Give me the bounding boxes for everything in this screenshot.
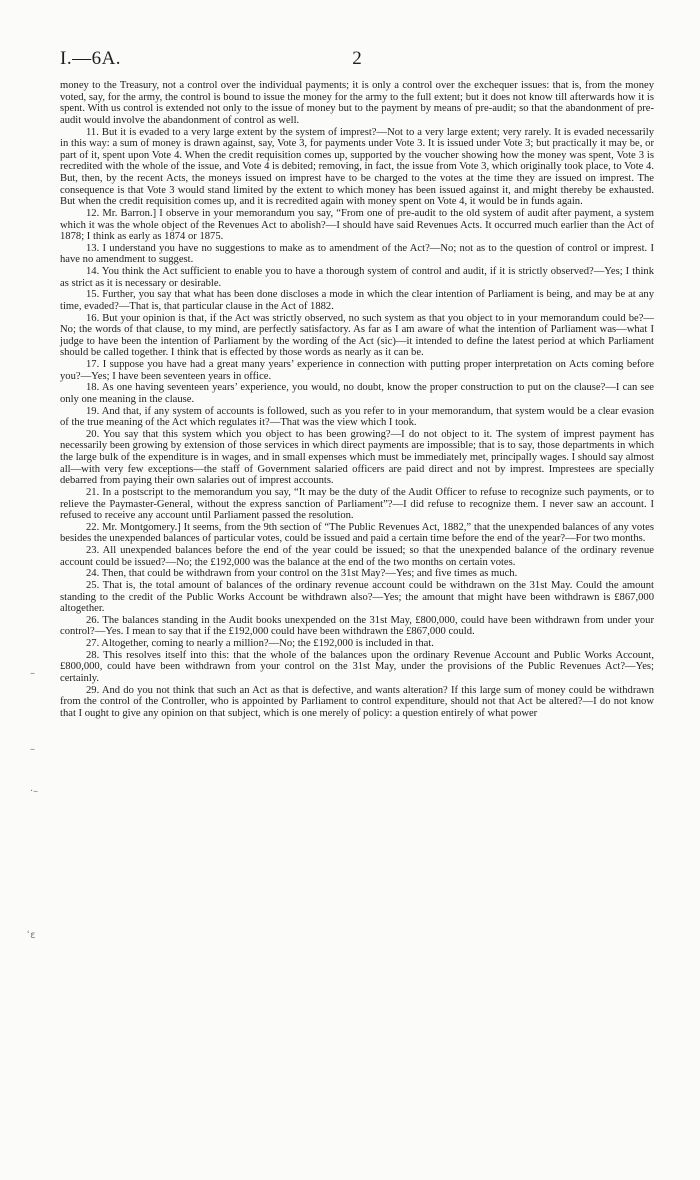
- margin-mark: –: [30, 744, 35, 755]
- margin-mark: –: [30, 668, 35, 679]
- paragraph-28: 28. This resolves itself into this: that the whole of the balances upon the ordinary Revenue Account and Public Works Account, £800,000, could have been withdrawn from your control on the 31st May, under the provisions of the Public Revenues Act?—Yes; certainly.: [60, 649, 654, 684]
- paragraph-21: 21. In a postscript to the memorandum you say, “It may be the duty of the Audit Officer to refuse to recognize such payments, or to relieve the Paymaster-General, without the express sanction of Parliament”?—I did refuse to recognize them. I never saw an account. I refused to receive any account until Parliament passed the resolution.: [60, 486, 654, 522]
- margin-mark: ·–: [30, 786, 39, 797]
- page-header: [60, 48, 654, 72]
- paragraph-12: 12. Mr. Barron.] I observe in your memorandum you say, “From one of pre-audit to the old system of audit after payment, a system which it was the whole object of the Revenues Act to abolish?—I should have said Revenues Acts. It occurred much earlier than the Act of 1878; I think as early as 1874 or 1875.: [60, 207, 654, 243]
- paragraph-14: 14. You think the Act sufficient to enable you to have a thorough system of control and audit, if it is strictly observed?—Yes; I think as strict as it is necessary or desirable.: [60, 266, 654, 289]
- margin-mark: ʿɛ: [27, 930, 36, 941]
- document-body: [60, 80, 654, 719]
- paragraph-27: 27. Altogether, coming to nearly a million?—No; the £192,000 is included in that.: [86, 638, 434, 649]
- paragraph-13: 13. I understand you have no suggestions to make as to amendment of the Act?—No; not as to the question of control or imprest. I have no amendment to suggest.: [60, 242, 654, 266]
- paragraph-29: 29. And do you not think that such an Act as that is defective, and wants alteration? If this large sum of money could be withdrawn from the control of the Controller, who is appointed by Parliament to control expenditure, should not that Act be altered?—I do not know that I ought to give any opinion on that subject, which is one merely of policy: a question entirely of what power: [60, 684, 654, 719]
- paragraph-24: 24. Then, that could be withdrawn from your control on the 31st May?—Yes; and five times as much.: [86, 568, 518, 580]
- paragraph-22: 22. Mr. Montgomery.] It seems, from the 9th section of “The Public Revenues Act, 1882,” that the unexpended balances of any votes besides the unexpended balances of particular votes, could be issued and paid a certain time before the end of the year?—For two months.: [60, 521, 654, 545]
- paragraph-18: 18. As one having seventeen years’ experience, you would, no doubt, know the proper construction to put on the clause?—I can see only one meaning in the clause.: [60, 382, 654, 405]
- page-number: 2: [352, 48, 362, 69]
- paragraph-20: 20. You say that this system which you object to has been growing?—I do not object to it. The system of imprest payment has necessarily been growing by extension of those services in which direct payments are impossible; that is to say, those departments in which the large bulk of the expenditure is in wages, and in small expenses which must be immediately met, principally wages. I should say almost all—with very few exceptions—the staff of Government salaried officers are paid direct and not by imprest. Imprestees are specially debarred from paying their own salaries out of imprest accounts.: [60, 428, 654, 487]
- paragraph-continuation: money to the Treasury, not a control over the individual payments; it is only a control over the exchequer issues: that is, from the money voted, say, for the army, the control is bound to issue the money for the army to the full extent; but it does not know till afterwards how it is spent. With us control is extended not only to the issue of money but to the payment by means of pre-audit; so that the abandonment of pre-audit would involve the abandonment of control as well.: [60, 80, 654, 126]
- paragraph-15: 15. Further, you say that what has been done discloses a mode in which the clear intention of Parliament is being, and may be at any time, evaded?—That is, that particular clause in the Act of 1882.: [60, 289, 654, 312]
- paragraph-16: 16. But your opinion is that, if the Act was strictly observed, no such system as that you object to in your memorandum could be?—No; the words of that clause, to my mind, are perfectly satisfactory. As far as I am aware of what the intention of Parliament was—what I judge to have been the intention of Parliament by the wording of the Act (sic)—it intended to define the latest period at which Parliament should be called together. I think that is effected by those words as nearly as it can be.: [60, 312, 654, 359]
- paragraph-23: 23. All unexpended balances before the end of the year could be issued; so that the unexpended balance of the ordinary revenue account could be issued?—No; the £192,000 was the balance at the end of the two months on certain votes.: [60, 545, 654, 568]
- document-reference: I.—6A.: [60, 48, 122, 69]
- paragraph-11: 11. But it is evaded to a very large extent by the system of imprest?—Not to a very large extent; very rarely. It is evaded necessarily in this way: a sum of money is drawn against, say, Vote 3, for payments under Vote 3. It is issued under Vote 3; but practically it may be, or part of it, spent upon Vote 4. When the credit requisition comes up, supported by the voucher showing how the money was spent, Vote 3 is recredited with the whole of the issue, and Vote 4 is debited; removing, in fact, the issue from Vote 3, which originally took place, to Vote 4. But, then, by the recent Acts, the moneys issued on imprest have to be charged to the votes at the time they are issued on imprest. The consequence is that Vote 3 would stand limited by the extent to which money has been issued against it, and might thereby be exhausted. But when the credit requisition comes up, and it is recredited again with money spent on Vote 4, it would be in funds again.: [60, 126, 654, 208]
- paragraph-25: 25. That is, the total amount of balances of the ordinary revenue account could be withdrawn on the 31st May. Could the amount standing to the credit of the Public Works Account be withdrawn also?—Yes; the amount that might have been withdrawn is £867,000 altogether.: [60, 579, 654, 615]
- paragraph-26: 26. The balances standing in the Audit books unexpended on the 31st May, £800,000, could have been withdrawn from under your control?—Yes. I mean to say that if the £192,000 could have been withdrawn the £867,000 could.: [60, 614, 654, 638]
- paragraph-17: 17. I suppose you have had a great many years’ experience in connection with putting proper interpretation on Acts coming before you?—Yes; I have been seventeen years in office.: [60, 359, 654, 382]
- paragraph-19: 19. And that, if any system of accounts is followed, such as you refer to in your memorandum, that system would be a clear evasion of the true meaning of the Act which regulates it?—That was the view which I took.: [60, 405, 654, 429]
